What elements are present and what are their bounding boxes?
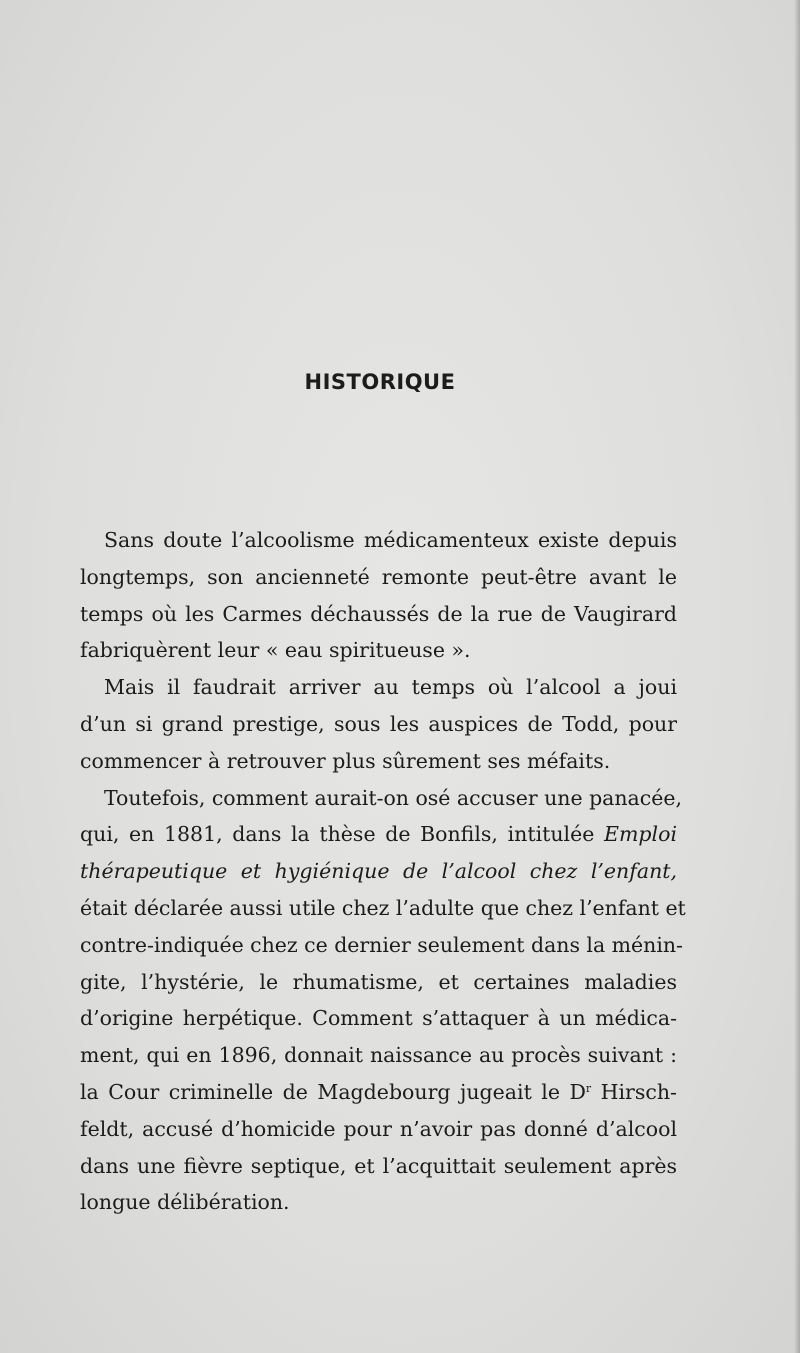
text-line: Toutefois, comment aurait-on osé accuser une panacée, — [104, 785, 682, 810]
text-line: temps où les Carmes déchaussés de la rue de Vaugirard — [80, 601, 677, 626]
text-line: contre-indiquée chez ce dernier seulement dans la ménin- — [80, 932, 683, 957]
text-line: d’un si grand prestige, sous les auspices de Todd, pour — [80, 711, 678, 736]
text-line — [80, 1074, 677, 1111]
paragraph-1 — [80, 522, 677, 669]
text-line: dans une fièvre septique, et l’acquittait seulement après — [80, 1153, 678, 1178]
italic-title-part: Emploi — [604, 822, 677, 847]
text-line-part: qui, en 1881, dans la thèse de Bonfils, intitulée — [80, 822, 595, 847]
text-line: Sans doute l’alcoolisme médicamenteux existe depuis — [104, 528, 677, 552]
italic-title-part: thérapeutique et hygiénique de l’alcool chez l’enfant, — [80, 859, 678, 884]
text-line: Mais il faudrait arriver au temps où l’alcool a joui — [104, 675, 677, 700]
paragraph-3 — [80, 780, 686, 1222]
text-line: longtemps, son ancienneté remonte peut-être avant le — [80, 564, 677, 589]
superscript: r — [585, 1081, 592, 1095]
text-line: était déclarée aussi utile chez l’adulte que chez l’enfant et — [80, 895, 686, 920]
section-title: HISTORIQUE — [304, 370, 456, 394]
text-line: d’origine herpétique. Comment s’attaquer à un médica- — [80, 1006, 677, 1031]
text-line: gite, l’hystérie, le rhumatisme, et certaines maladies — [80, 969, 677, 994]
text-line: commencer à retrouver plus sûrement ses méfaits. — [80, 748, 611, 773]
text-line-part: la Cour criminelle de Magdebourg jugeait le D — [80, 1079, 586, 1104]
paragraph-2 — [80, 669, 677, 779]
text-line: feldt, accusé d’homicide pour n’avoir pas donné d’alcool — [80, 1116, 677, 1141]
text-line — [80, 816, 677, 853]
text-line-part: Hirsch- — [591, 1079, 677, 1104]
text-line: longue délibération. — [80, 1190, 290, 1215]
text-line: ment, qui en 1896, donnait naissance au procès suivant : — [80, 1043, 677, 1068]
text-line: fabriquèrent leur « eau spiritueuse ». — [80, 638, 471, 663]
text-line — [80, 853, 677, 890]
body-text — [80, 522, 686, 1221]
